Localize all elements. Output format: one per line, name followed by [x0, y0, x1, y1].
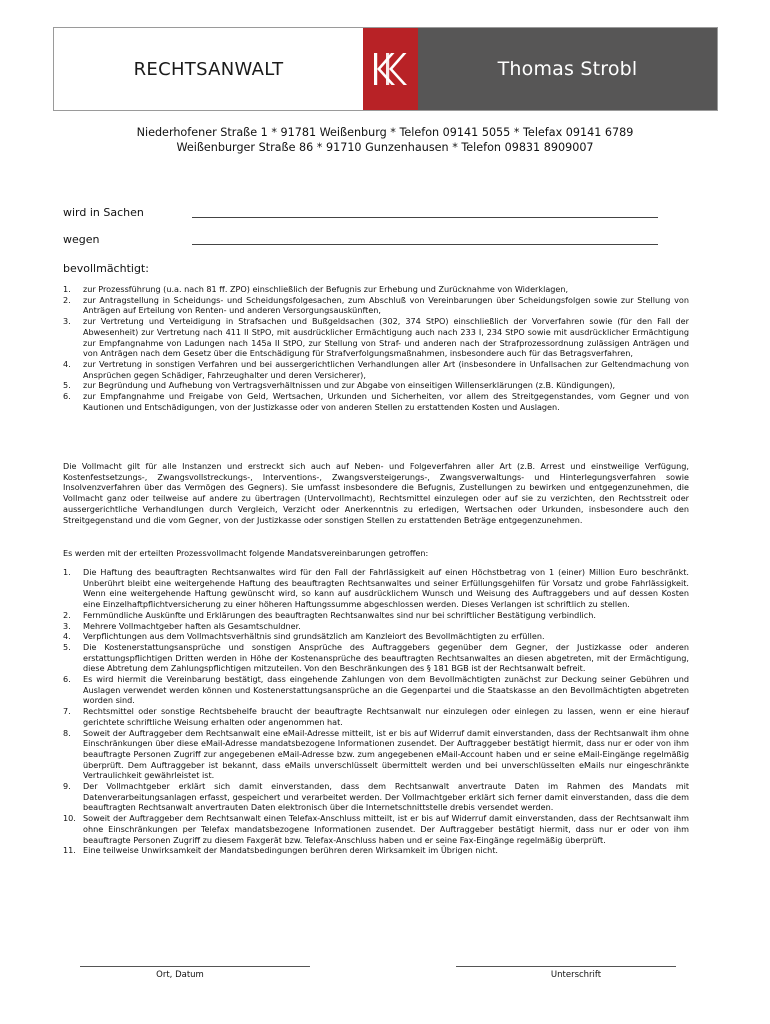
field-line-in-sachen[interactable] — [192, 217, 658, 218]
list-item: 10. Soweit der Auftraggeber dem Rechtsanwalt einen Telefax-Anschluss mitteilt, ist er bis auf Widerruf damit einverstanden, dass der Rechtsanwalt ihm ohne Einschränkungen per Telefax mandatsbezogene Informationen zusendet. Der Auftraggeber bestätigt hiermit, dass nur er oder von ihm beauftragte Personen Zugriff zu diesem Faxgerät bzw. Telefax-Anschluss haben und er seine Fax-Eingänge regelmäßig überprüft. — [63, 813, 689, 845]
field-label-wegen: wegen — [63, 233, 100, 246]
field-line-wegen[interactable] — [192, 244, 658, 245]
letterhead-title-box — [54, 28, 363, 110]
address-line-2: Weißenburger Straße 86 * 91710 Gunzenhausen * Telefon 09831 8909007 — [176, 141, 594, 154]
address-line-1: Niederhofener Straße 1 * 91781 Weißenburg * Telefon 09141 5055 * Telefax 09141 6789 — [136, 126, 634, 139]
list-item: 7. Rechtsmittel oder sonstige Rechtsbehelfe braucht der beauftragte Rechtsanwalt nur einzulegen oder einlegen zu lassen, wenn er eine hierauf gerichtete schriftliche Weisung erhalten oder angenommen hat. — [63, 706, 689, 727]
field-label-bevollmaechtigt: bevollmächtigt: — [63, 262, 149, 275]
lawyer-name: Thomas Strobl — [497, 58, 638, 80]
list-item: 4. Verpflichtungen aus dem Vollmachtsverhältnis sind grundsätzlich am Kanzleiort des Bevollmächtigten zu erfüllen. — [63, 631, 545, 642]
signature-line-place-date[interactable] — [80, 966, 310, 967]
list-item: 1. zur Prozessführung (u.a. nach 81 ff. ZPO) einschließlich der Befugnis zur Erhebung und Zurücknahme von Widerklagen, — [63, 284, 569, 294]
list-item: 3. zur Vertretung und Verteidigung in Strafsachen und Bußgeldsachen (302, 374 StPO) einschließlich der Vorverfahren sowie (für den Fall der Abwesenheit) zur Vertretung nach 411 II StPO, mit ausdrücklicher Ermächtigung auch nach 233 I, 234 StPO sowie mit ausdrücklicher Ermächtigung zur Empfangnahme von Ladungen nach 145a II StPO, zur Stellung von Straf- und anderen nach der Strafprozessordnung zulässigen Anträgen und von Anträgen nach dem Gesetz über die Entschädigung für Strafverfolgungsmaßnahmen, insbesondere auch für das Betragsverfahren, — [63, 316, 689, 359]
signature-line-signature[interactable] — [456, 966, 676, 967]
signature-label-signature: Unterschrift — [550, 970, 602, 980]
list-item: 5. Die Kostenerstattungsansprüche und sonstigen Ansprüche des Auftraggebers gegenüber dem Gegner, der Justizkasse oder anderen erstattungspflichtigen Dritten werden in Höhe der Kostenansprüche des beauftragten Rechtsanwaltes an diesen abgetreten, mit der Ermächtigung, diese Abtretung dem Zahlungspflichtigen mitzuteilen. Von den Beschränkungen des § 181 BGB ist der Rechtsanwalt befreit. — [63, 641, 689, 674]
kk-logo-icon — [369, 47, 413, 91]
list-item: 3. Mehrere Vollmachtgeber haften als Gesamtschuldner. — [63, 620, 301, 631]
authorizations-list — [63, 284, 689, 412]
scope-paragraph: Die Vollmacht gilt für alle Instanzen und erstreckt sich auch auf Neben- und Folgeverfahren aller Art (z.B. Arrest und einstweilige Verfügung, Kostenfestsetzungs-, Zwangsvollstreckungs-, Interventions-, Zwangsversteigerungs-, Zwangsverwaltungs- und Hinterlegungsverfahren sowie Insolvenzverfahren über das Vermögen des Gegners). Sie umfasst insbesondere die Befugnis, Zustellungen zu bewirken und entgegenzunehmen, die Vollmacht ganz oder teilweise auf andere zu übertragen (Untervollmacht), Rechtsmittel einzulegen oder auf sie zu verzichten, den Rechtsstreit oder aussergerichtliche Verhandlungen durch Vergleich, Verzicht oder Anerkenntnis zu erledigen, Wertsachen oder Urkunden, insbesondere auch den Streitgegenstand und die vom Gegner, von der Justizkasse oder sonstigen Stellen zu erstattenden Beträge entgegenzunehmen. — [63, 461, 689, 525]
list-item: 11. Eine teilweise Unwirksamkeit der Mandatsbedingungen berühren deren Wirksamkeit im Übrigen nicht. — [63, 845, 498, 856]
letterhead-name-box — [418, 28, 717, 110]
agreements-intro: Es werden mit der erteilten Prozessvollmacht folgende Mandatsvereinbarungen getroffen: — [63, 548, 429, 558]
list-item: 2. Fernmündliche Auskünfte und Erklärungen des beauftragten Rechtsanwaltes sind nur bei schriftlicher Bestätigung verbindlich. — [63, 609, 596, 620]
list-item: 1. Die Haftung des beauftragten Rechtsanwaltes wird für den Fall der Fahrlässigkeit auf einen Höchstbetrag von 1 (einer) Million Euro beschränkt. Unberührt bleibt eine weitergehende Haftung des beauftragten Rechtsanwaltes und seiner Erfüllungsgehilfen für Vorsatz und grobe Fahrlässigkeit. Wenn eine weitergehende Haftung gewünscht wird, so kann auf ausdrücklichem Wunsch und Weisung des Auftraggebers und auf dessen Kosten eine Einzelhaftpflichtversicherung zu einer höheren Haftungssumme abgeschlossen werden. Dieses Verlangen ist schriftlich zu stellen. — [63, 567, 689, 610]
field-label-in-sachen: wird in Sachen — [63, 206, 144, 219]
list-item: 6. zur Empfangnahme und Freigabe von Geld, Wertsachen, Urkunden und Sicherheiten, vor allem des Streitgegenstandes, vom Gegner und von Kautionen und Entschädigungen, von der Justizkasse oder von anderen Stellen zu erstattenden Kosten und Auslagen. — [63, 391, 689, 412]
agreements-list — [63, 567, 689, 856]
list-item: 4. zur Vertretung in sonstigen Verfahren und bei aussergerichtlichen Verhandlungen aller Art (insbesondere in Unfallsachen zur Geltendmachung von Ansprüchen gegen Schädiger, Fahrzeughalter und deren Versicherer), — [63, 358, 689, 380]
list-item: 2. zur Antragstellung in Scheidungs- und Scheidungsfolgesachen, zum Abschluß von Vereinbarungen über Scheidungsfolgen sowie zur Stellung von Anträgen auf Erteilung von Renten- und anderen Versorgungsauskünften, — [63, 294, 689, 316]
list-item: 8. Soweit der Auftraggeber dem Rechtsanwalt eine eMail-Adresse mitteilt, ist er bis auf Widerruf damit einverstanden, dass der Rechtsanwalt ihm ohne Einschränkungen über diese eMail-Adresse mandatsbezogene Informationen zusendet. Der Auftraggeber bestätigt hiermit, dass nur er oder von ihm beauftragte Personen Zugriff zur angegebenen eMail-Adresse bzw. zum angegebenen eMail-Account haben und er seine eMail-Eingänge regelmäßig überprüft. Dem Auftraggeber ist bekannt, dass eMails unverschlüsselt übermittelt werden und bei unverschlüsselten eMails nur eingeschränkte Vertraulichkeit gewährleistet ist. — [63, 727, 689, 781]
signature-label-place-date: Ort, Datum — [156, 970, 204, 980]
list-item: 5. zur Begründung und Aufhebung von Vertragsverhältnissen und zur Abgabe von einseitigen Willenserklärungen (z.B. Kündigungen), — [63, 380, 616, 391]
list-item: 9. Der Vollmachtgeber erklärt sich damit einverstanden, dass dem Rechtsanwalt anvertraute Daten im Rahmen des Mandats mit Datenverarbeitungsanlagen erfasst, gespeichert und verarbeitet werden. Der Vollmachtgeber erklärt sich ferner damit einverstanden, dass die dem beauftragten Rechtsanwalt anvertrauten Daten elektronisch über die Internetschnittstelle drebis versendet werden. — [63, 781, 689, 813]
letterhead-title: RECHTSANWALT — [133, 58, 284, 80]
list-item: 6. Es wird hiermit die Vereinbarung bestätigt, dass eingehende Zahlungen von dem Bevollmächtigten zunächst zur Deckung seiner Gebühren und Auslagen verwendet werden können und Kostenerstattungsansprüche an die Gegenpartei und die Staatskasse an den Bevollmächtigten abgetreten worden sind. — [63, 674, 689, 706]
letterhead — [53, 27, 718, 111]
kk-logo — [363, 28, 418, 110]
